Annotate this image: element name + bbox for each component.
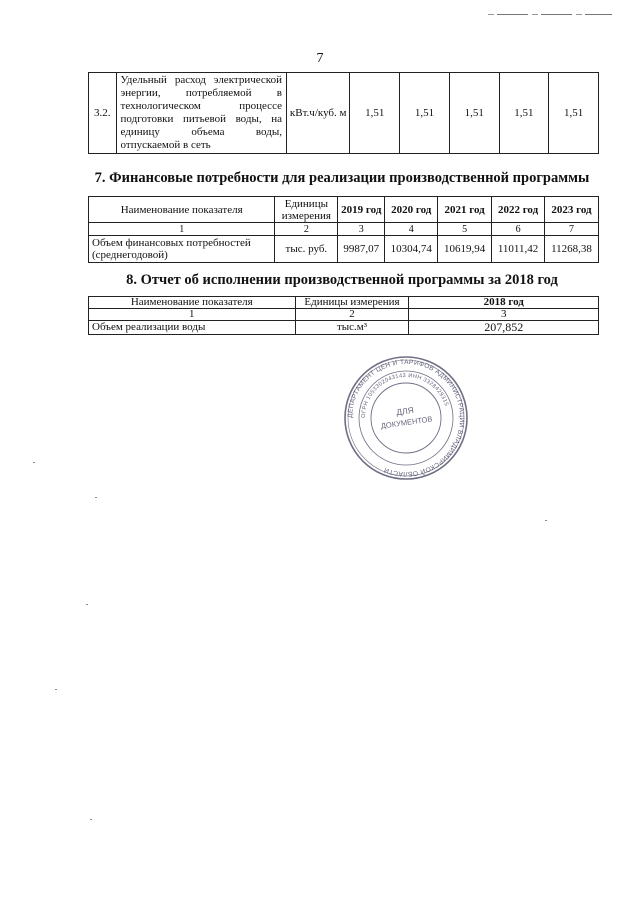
value-cell: 1,51 <box>400 73 450 154</box>
column-index: 3 <box>338 223 385 236</box>
scan-speck <box>33 462 35 463</box>
value-cell: 1,51 <box>549 73 599 154</box>
scan-speck <box>55 689 57 690</box>
value-cell: 1,51 <box>350 73 400 154</box>
scan-edge-mark <box>488 14 612 15</box>
scan-speck <box>90 819 92 820</box>
column-index: 5 <box>438 223 492 236</box>
column-header: 2020 год <box>385 197 438 223</box>
column-index: 3 <box>409 309 599 321</box>
column-index: 7 <box>545 223 599 236</box>
program-report-table <box>88 296 599 335</box>
column-header: Наименование показателя <box>89 197 275 223</box>
column-index: 1 <box>89 223 275 236</box>
value-cell: 207,852 <box>409 321 599 335</box>
table-header-row <box>89 197 599 223</box>
unit-cell: кВт.ч/куб. м <box>286 73 349 154</box>
financial-needs-table <box>88 196 599 263</box>
seal-inner-text: ОГРН 1053302043143 ИНН 3328429315 <box>360 372 450 419</box>
column-index: 6 <box>492 223 545 236</box>
column-header: Единицы измерения <box>295 297 409 309</box>
row-number: 3.2. <box>89 73 117 154</box>
indicator-name: Удельный расход электрической энергии, потребляемой в технологическом процессе подготовки питьевой воды, на единицу объема воды, отпускаемой в сеть <box>116 73 286 154</box>
value-cell: 10304,74 <box>385 236 438 263</box>
column-header: Наименование показателя <box>89 297 296 309</box>
unit-cell: тыс.м³ <box>295 321 409 335</box>
scan-speck <box>545 520 547 521</box>
column-header: Единицы измерения <box>275 197 338 223</box>
value-cell: 10619,94 <box>438 236 492 263</box>
column-index: 2 <box>275 223 338 236</box>
column-index-row <box>89 223 599 236</box>
column-index: 2 <box>295 309 409 321</box>
official-seal <box>342 354 470 482</box>
value-cell: 1,51 <box>499 73 549 154</box>
energy-consumption-table <box>88 72 599 154</box>
value-cell: 1,51 <box>449 73 499 154</box>
section-8-heading: 8. Отчет об исполнении производственной программы за 2018 год <box>126 272 558 288</box>
column-index-row <box>89 309 599 321</box>
seal-center-line2: ДОКУМЕНТОВ <box>380 414 433 431</box>
indicator-name: Объем реализации воды <box>89 321 296 335</box>
column-header: 2023 год <box>545 197 599 223</box>
indicator-name: Объем финансовых потребностей (среднегодовой) <box>89 236 275 263</box>
table-row <box>89 321 599 335</box>
unit-cell: тыс. руб. <box>275 236 338 263</box>
column-index: 1 <box>89 309 296 321</box>
table-row <box>89 73 599 154</box>
column-header: 2018 год <box>409 297 599 309</box>
table-row <box>89 236 599 263</box>
scan-speck <box>86 604 88 605</box>
column-header: 2019 год <box>338 197 385 223</box>
column-header: 2022 год <box>492 197 545 223</box>
table-header-row <box>89 297 599 309</box>
page-number: 7 <box>316 51 324 66</box>
section-7-heading: 7. Финансовые потребности для реализации производственной программы <box>94 170 590 186</box>
seal-center-line1: ДЛЯ <box>395 404 415 418</box>
column-header: 2021 год <box>438 197 492 223</box>
column-index: 4 <box>385 223 438 236</box>
value-cell: 9987,07 <box>338 236 385 263</box>
seal-outer-text: ДЕПАРТАМЕНТ ЦЕН И ТАРИФОВ АДМИНИСТРАЦИИ ВЛАДИМИРСКОЙ ОБЛАСТИ <box>346 358 466 478</box>
value-cell: 11011,42 <box>492 236 545 263</box>
value-cell: 11268,38 <box>545 236 599 263</box>
scan-speck <box>95 497 97 498</box>
